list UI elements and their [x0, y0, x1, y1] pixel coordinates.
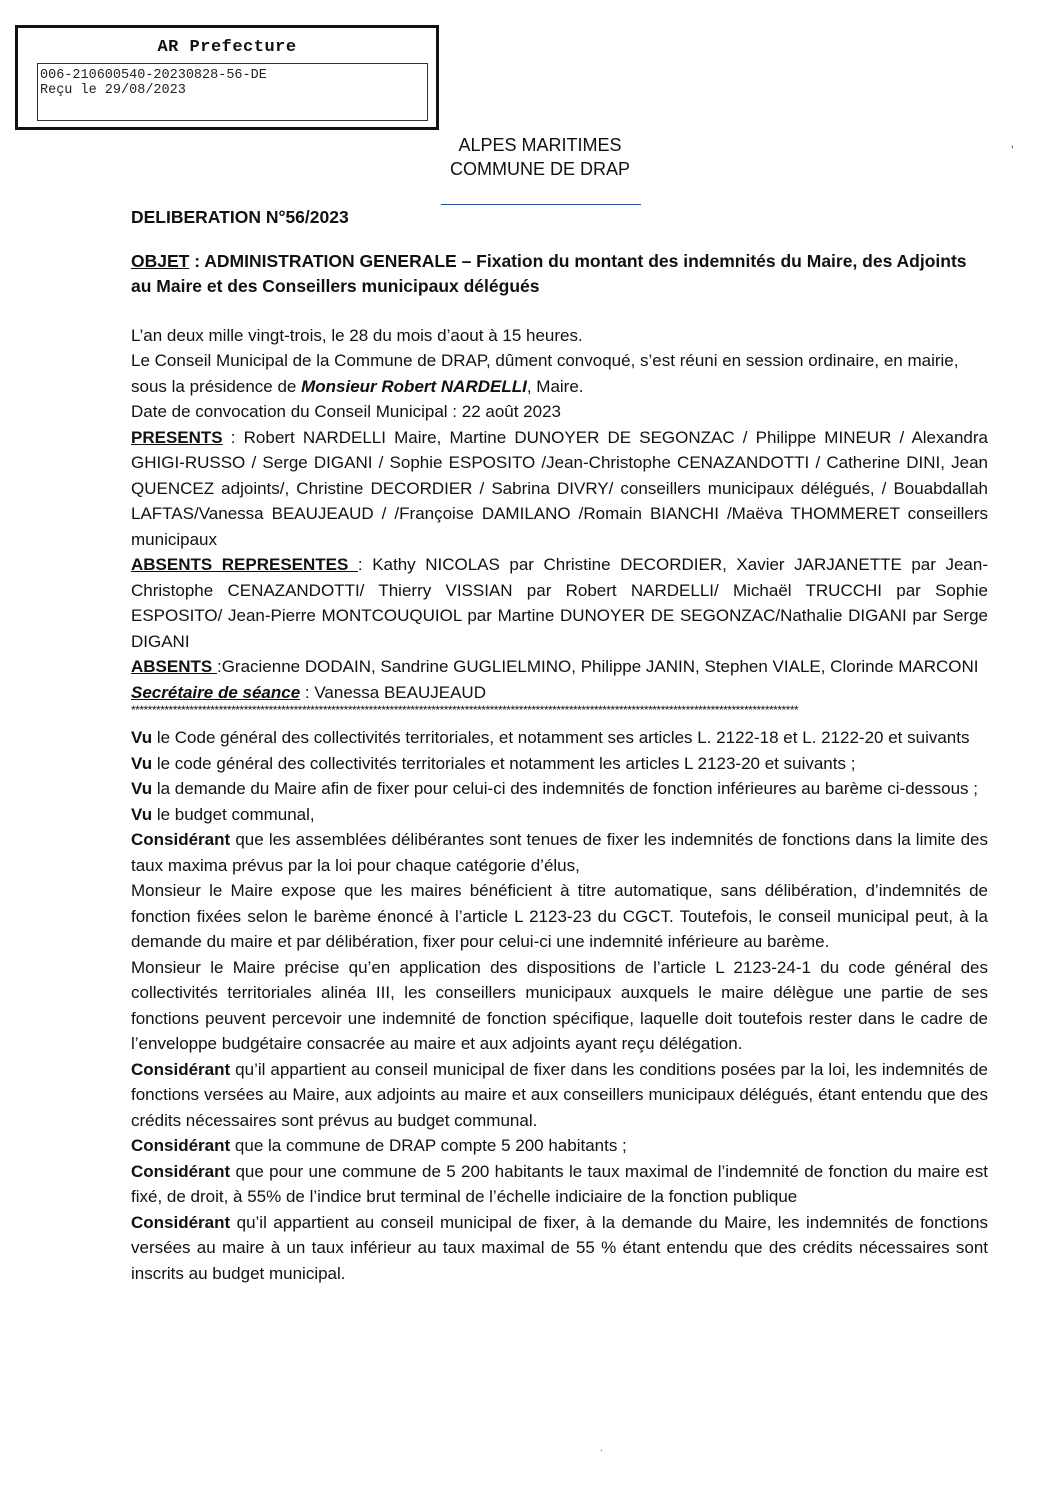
presents-label: PRESENTS	[131, 427, 223, 447]
paragraph-lead: Considérant	[131, 1059, 231, 1079]
body-paragraph	[131, 1159, 988, 1210]
secretaire-paragraph	[131, 680, 988, 706]
paragraph-text: que pour une commune de 5 200 habitants le taux maximal de l’indemnité de fonction du maire est fixé, de droit, à 55% de l’indice brut terminal de l’échelle indiciaire de la fonction publique	[131, 1161, 988, 1206]
deliberation-number: DELIBERATION N°56/2023	[131, 207, 349, 227]
body-paragraph	[131, 955, 988, 1057]
paragraph-lead: Considérant	[131, 1136, 231, 1155]
paragraph-lead: Vu	[131, 779, 153, 798]
body-paragraph	[131, 827, 988, 878]
objet-heading	[131, 249, 988, 299]
president-name: Monsieur Robert NARDELLI	[301, 376, 527, 396]
secretaire-label: Secrétaire de séance	[131, 682, 301, 702]
absents-list: :Gracienne DODAIN, Sandrine GUGLIELMINO, Philippe JANIN, Stephen VIALE, Clorinde MARCONI	[216, 657, 979, 676]
paragraph-text: que la commune de DRAP compte 5 200 habitants ;	[230, 1136, 627, 1155]
presents-list: : Robert NARDELLI Maire, Martine DUNOYER DE SEGONZAC / Philippe MINEUR / Alexandra GHIGI-RUSSO / Serge DIGANI / Sophie ESPOSITO /Jean-Christophe CENAZANDOTTI / Catherine DINI, Jean QUENCEZ adjoints/, Christine DECORDIER / Sabrina DIVRY/ conseillers municipaux délégués, / Bouabdallah LAFTAS/Vanessa BEAUJEAUD / /Françoise DAMILANO /Romain BIANCHI /Maëva THOMMERET conseillers municipaux	[131, 427, 988, 549]
absents-representes-label: ABSENTS REPRESENTES	[131, 555, 358, 574]
meeting-date: L’an deux mille vingt-trois, le 28 du mois d’aout à 15 heures.	[131, 325, 583, 345]
meeting-intro	[131, 323, 988, 425]
paragraph-text: la demande du Maire afin de fixer pour celui-ci des indemnités de fonction inférieures au barème ci-dessous ;	[152, 779, 978, 798]
absents-label: ABSENTS	[131, 657, 217, 676]
body-paragraph	[131, 1210, 988, 1287]
ar-prefecture-stamp	[15, 25, 439, 130]
session-text-end: , Maire.	[526, 376, 584, 396]
absents-representes-list: : Kathy NICOLAS par Christine DECORDIER, Xavier JARJANETTE par Jean-Christophe CENAZANDOTTI/ Thierry VISSIAN par Robert NARDELLI/ Michaël TRUCCHI par Sophie ESPOSITO/ Jean-Pierre MONTCOUQUIOL par Martine DUNOYER DE SEGONZAC/Nathalie DIGANI par Serge DIGANI	[131, 555, 988, 651]
body-paragraph	[131, 802, 988, 828]
paragraph-lead: Considérant	[131, 830, 231, 849]
paragraph-lead: Vu	[131, 753, 153, 773]
objet-keyword: OBJET	[131, 250, 190, 271]
paragraph-lead: Considérant	[131, 1212, 231, 1232]
presents-paragraph	[131, 425, 988, 553]
absents-representes-paragraph	[131, 552, 988, 654]
paragraph-text: qu’il appartient au conseil municipal de fixer, à la demande du Maire, les indemnités de fonctions versées au maire à un taux inférieur au taux maximal de 55 % étant entendu que des crédits nécessaires sont inscrits au budget municipal.	[131, 1212, 988, 1283]
stamp-reference: 006-210600540-20230828-56-DE	[40, 68, 267, 83]
scan-dot: .	[600, 1443, 603, 1454]
paragraph-lead: Vu	[131, 804, 153, 824]
absents-paragraph	[131, 654, 988, 680]
objet-text: : ADMINISTRATION GENERALE – Fixation du montant des indemnités du Maire, des Adjoints au Maire et des Conseillers municipaux délégués	[131, 250, 967, 296]
session-text: Le Conseil Municipal de la Commune de DRAP, dûment convoqué, s’est réuni en session ordinaire, en mairie, sous la présidence de	[131, 351, 959, 396]
paragraph-text: le budget communal,	[152, 804, 315, 824]
commune-name: COMMUNE DE DRAP	[449, 159, 630, 179]
document-body	[131, 205, 988, 1286]
body-paragraph	[131, 751, 988, 777]
convocation-date: Date de convocation du Conseil Municipal : 22 août 2023	[131, 402, 562, 421]
body-paragraph	[131, 878, 988, 955]
meeting-session	[131, 348, 988, 399]
stamp-title: AR Prefecture	[157, 38, 297, 57]
secretaire-name: : Vanessa BEAUJEAUD	[300, 682, 486, 702]
paragraph-lead: Vu	[131, 728, 153, 747]
considerations	[131, 725, 988, 1286]
paragraph-text: le code général des collectivités territoriales et notamment les articles L 2123-20 et suivants ;	[152, 753, 856, 773]
paragraph-text: le Code général des collectivités territoriales, et notamment ses articles L. 2122-18 et L. 2122-20 et suivants	[152, 728, 970, 747]
department-name: ALPES MARITIMES	[458, 135, 622, 155]
scan-mark: ‚	[1011, 136, 1014, 150]
body-paragraph	[131, 1133, 988, 1159]
paragraph-lead: Considérant	[131, 1161, 231, 1181]
stamp-received-date: Reçu le 29/08/2023	[40, 83, 186, 98]
paragraph-text: qu’il appartient au conseil municipal de fixer dans les conditions posées par la loi, les indemnités de fonctions versées au Maire, aux adjoints au maire et aux conseillers municipaux délégués, étant entendu que des crédits nécessaires sont prévus au budget communal.	[131, 1059, 988, 1130]
stamp-details	[37, 63, 428, 121]
document-header	[0, 133, 1058, 181]
body-paragraph	[131, 776, 988, 802]
body-paragraph	[131, 725, 988, 751]
paragraph-text: Monsieur le Maire précise qu’en application des dispositions de l’article L 2123-24-1 du code général des collectivités territoriales alinéa III, les conseillers municipaux auxquels le maire délègue une partie de ses fonctions peuvent percevoir une indemnité de fonction spécifique, laquelle doit toutefois rester dans le cadre de l’enveloppe budgétaire consacrée au maire et aux adjoints ayant reçu délégation.	[131, 957, 988, 1053]
body-paragraph	[131, 1057, 988, 1134]
paragraph-text: Monsieur le Maire expose que les maires bénéficient à titre automatique, sans délibération, d’indemnités de fonction fixées selon le barème énoncé à l’article L 2123-23 du CGCT. Toutefois, le conseil municipal peut, à la demande du maire et par délibération, fixer pour celui-ci une indemnité inférieure au barème.	[131, 881, 988, 951]
paragraph-text: que les assemblées délibérantes sont tenues de fixer les indemnités de fonctions dans la limite des taux maxima prévus par la loi pour chaque catégorie d’élus,	[131, 830, 988, 875]
asterisk-separator: ****************************************************************************************************************************************************************	[131, 705, 799, 715]
